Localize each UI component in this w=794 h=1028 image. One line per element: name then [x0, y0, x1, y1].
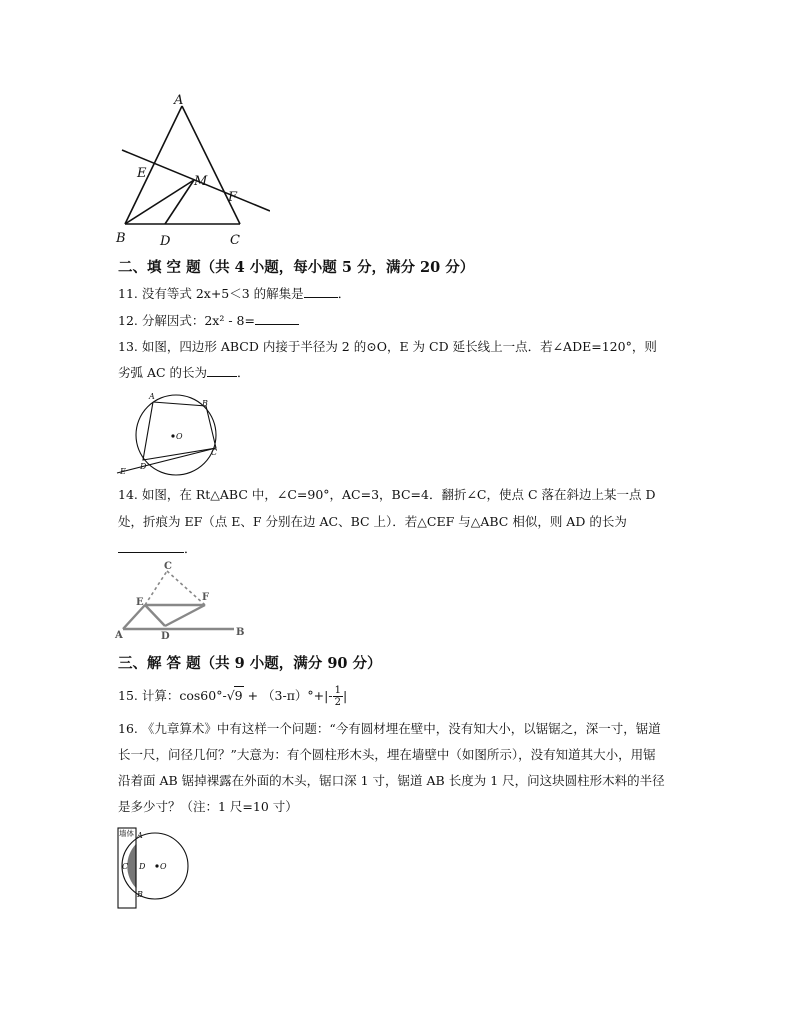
label-F: F	[228, 190, 238, 205]
label-E: E	[136, 597, 144, 608]
q12-answer-blank[interactable]	[255, 312, 299, 325]
label-O: O	[176, 432, 183, 441]
label-A: A	[115, 630, 123, 641]
question-14-line2: 处，折痕为 EF（点 E、F 分别在边 AC、BC 上）．若△CEF 与△ABC 相似，则 AD 的长为	[118, 514, 627, 529]
question-12	[118, 312, 299, 330]
q15-radicand: 9	[234, 688, 243, 703]
q11-text: 11. 没有等式 2x+5＜3 的解集是	[118, 286, 304, 301]
label-B: B	[236, 627, 245, 638]
section-2-title: 二、填 空 题（共 4 小题，每小题 5 分，满分 20 分）	[118, 259, 475, 276]
label-M: M	[194, 174, 208, 189]
question-14-line3	[118, 540, 197, 558]
q13-end: ．	[237, 365, 250, 380]
q13-answer-blank[interactable]	[207, 364, 237, 377]
q13-line2-text: 劣弧 AC 的长为	[118, 365, 208, 380]
label-F: F	[202, 592, 210, 603]
label-B: B	[202, 399, 208, 408]
q14-end: ．	[184, 541, 197, 556]
question-13-line2	[118, 364, 250, 382]
label-B: B	[116, 231, 126, 246]
q15-numerator: 1	[334, 685, 341, 696]
section-3-title: 三、解 答 题（共 9 小题，满分 90 分）	[118, 655, 382, 672]
label-E: E	[120, 467, 126, 476]
q15-suffix: |	[342, 688, 348, 703]
q15-denominator: 2	[334, 697, 341, 708]
q12-text: 12. 分解因式：2x² - 8=	[118, 313, 255, 328]
question-11	[118, 285, 350, 303]
question-15	[118, 685, 347, 708]
question-14-line1: 14. 如图，在 Rt△ABC 中，∠C=90°，AC=3，BC=4．翻折∠C，使点 C 落在斜边上某一点 D	[118, 487, 656, 502]
q14-answer-blank[interactable]	[118, 540, 184, 553]
q11-answer-blank[interactable]	[304, 285, 338, 298]
label-O: O	[160, 862, 167, 871]
label-D: D	[161, 631, 170, 642]
label-A: A	[174, 93, 184, 108]
q15-prefix: 15. 计算：cos60°-	[118, 688, 227, 703]
wall-figure	[114, 826, 194, 910]
circle-figure	[112, 390, 232, 476]
label-B: B	[137, 890, 143, 899]
triangle-figure	[110, 88, 270, 250]
q15-middle: + （3-π）°+|-	[243, 688, 333, 703]
label-A: A	[137, 831, 143, 840]
label-D: D	[139, 862, 146, 871]
fold-figure	[112, 558, 252, 642]
label-C: C	[122, 862, 129, 871]
label-C: C	[211, 448, 218, 457]
sqrt-symbol: √	[226, 688, 235, 703]
label-wall: 墙体	[119, 829, 134, 838]
label-A: A	[149, 392, 155, 401]
question-13-line1: 13. 如图，四边形 ABCD 内接于半径为 2 的⊙O，E 为 CD 延长线上一点．若∠ADE=120°，则	[118, 339, 657, 354]
label-C: C	[164, 561, 172, 572]
label-D: D	[140, 462, 147, 471]
label-D: D	[160, 234, 171, 249]
q15-fraction	[333, 685, 343, 708]
label-E: E	[137, 166, 147, 181]
q11-end: ．	[337, 286, 351, 301]
question-16: 16. 《九章算术》中有这样一个问题：“今有圆材埋在壁中，没有知大小，以锯锯之，深一寸，锯道长一尺，问径几何？”大意为：有个圆柱形木头，埋在墙壁中（如图所示），没有知道其大小，用锯沿着面 AB 锯掉裸露在外面的木头，锯口深 1 寸，锯道 AB 长度为 1 尺，问这块圆柱形木料的半径是多少寸？（注：1 尺=10 寸）	[118, 721, 665, 814]
label-C: C	[230, 233, 240, 248]
